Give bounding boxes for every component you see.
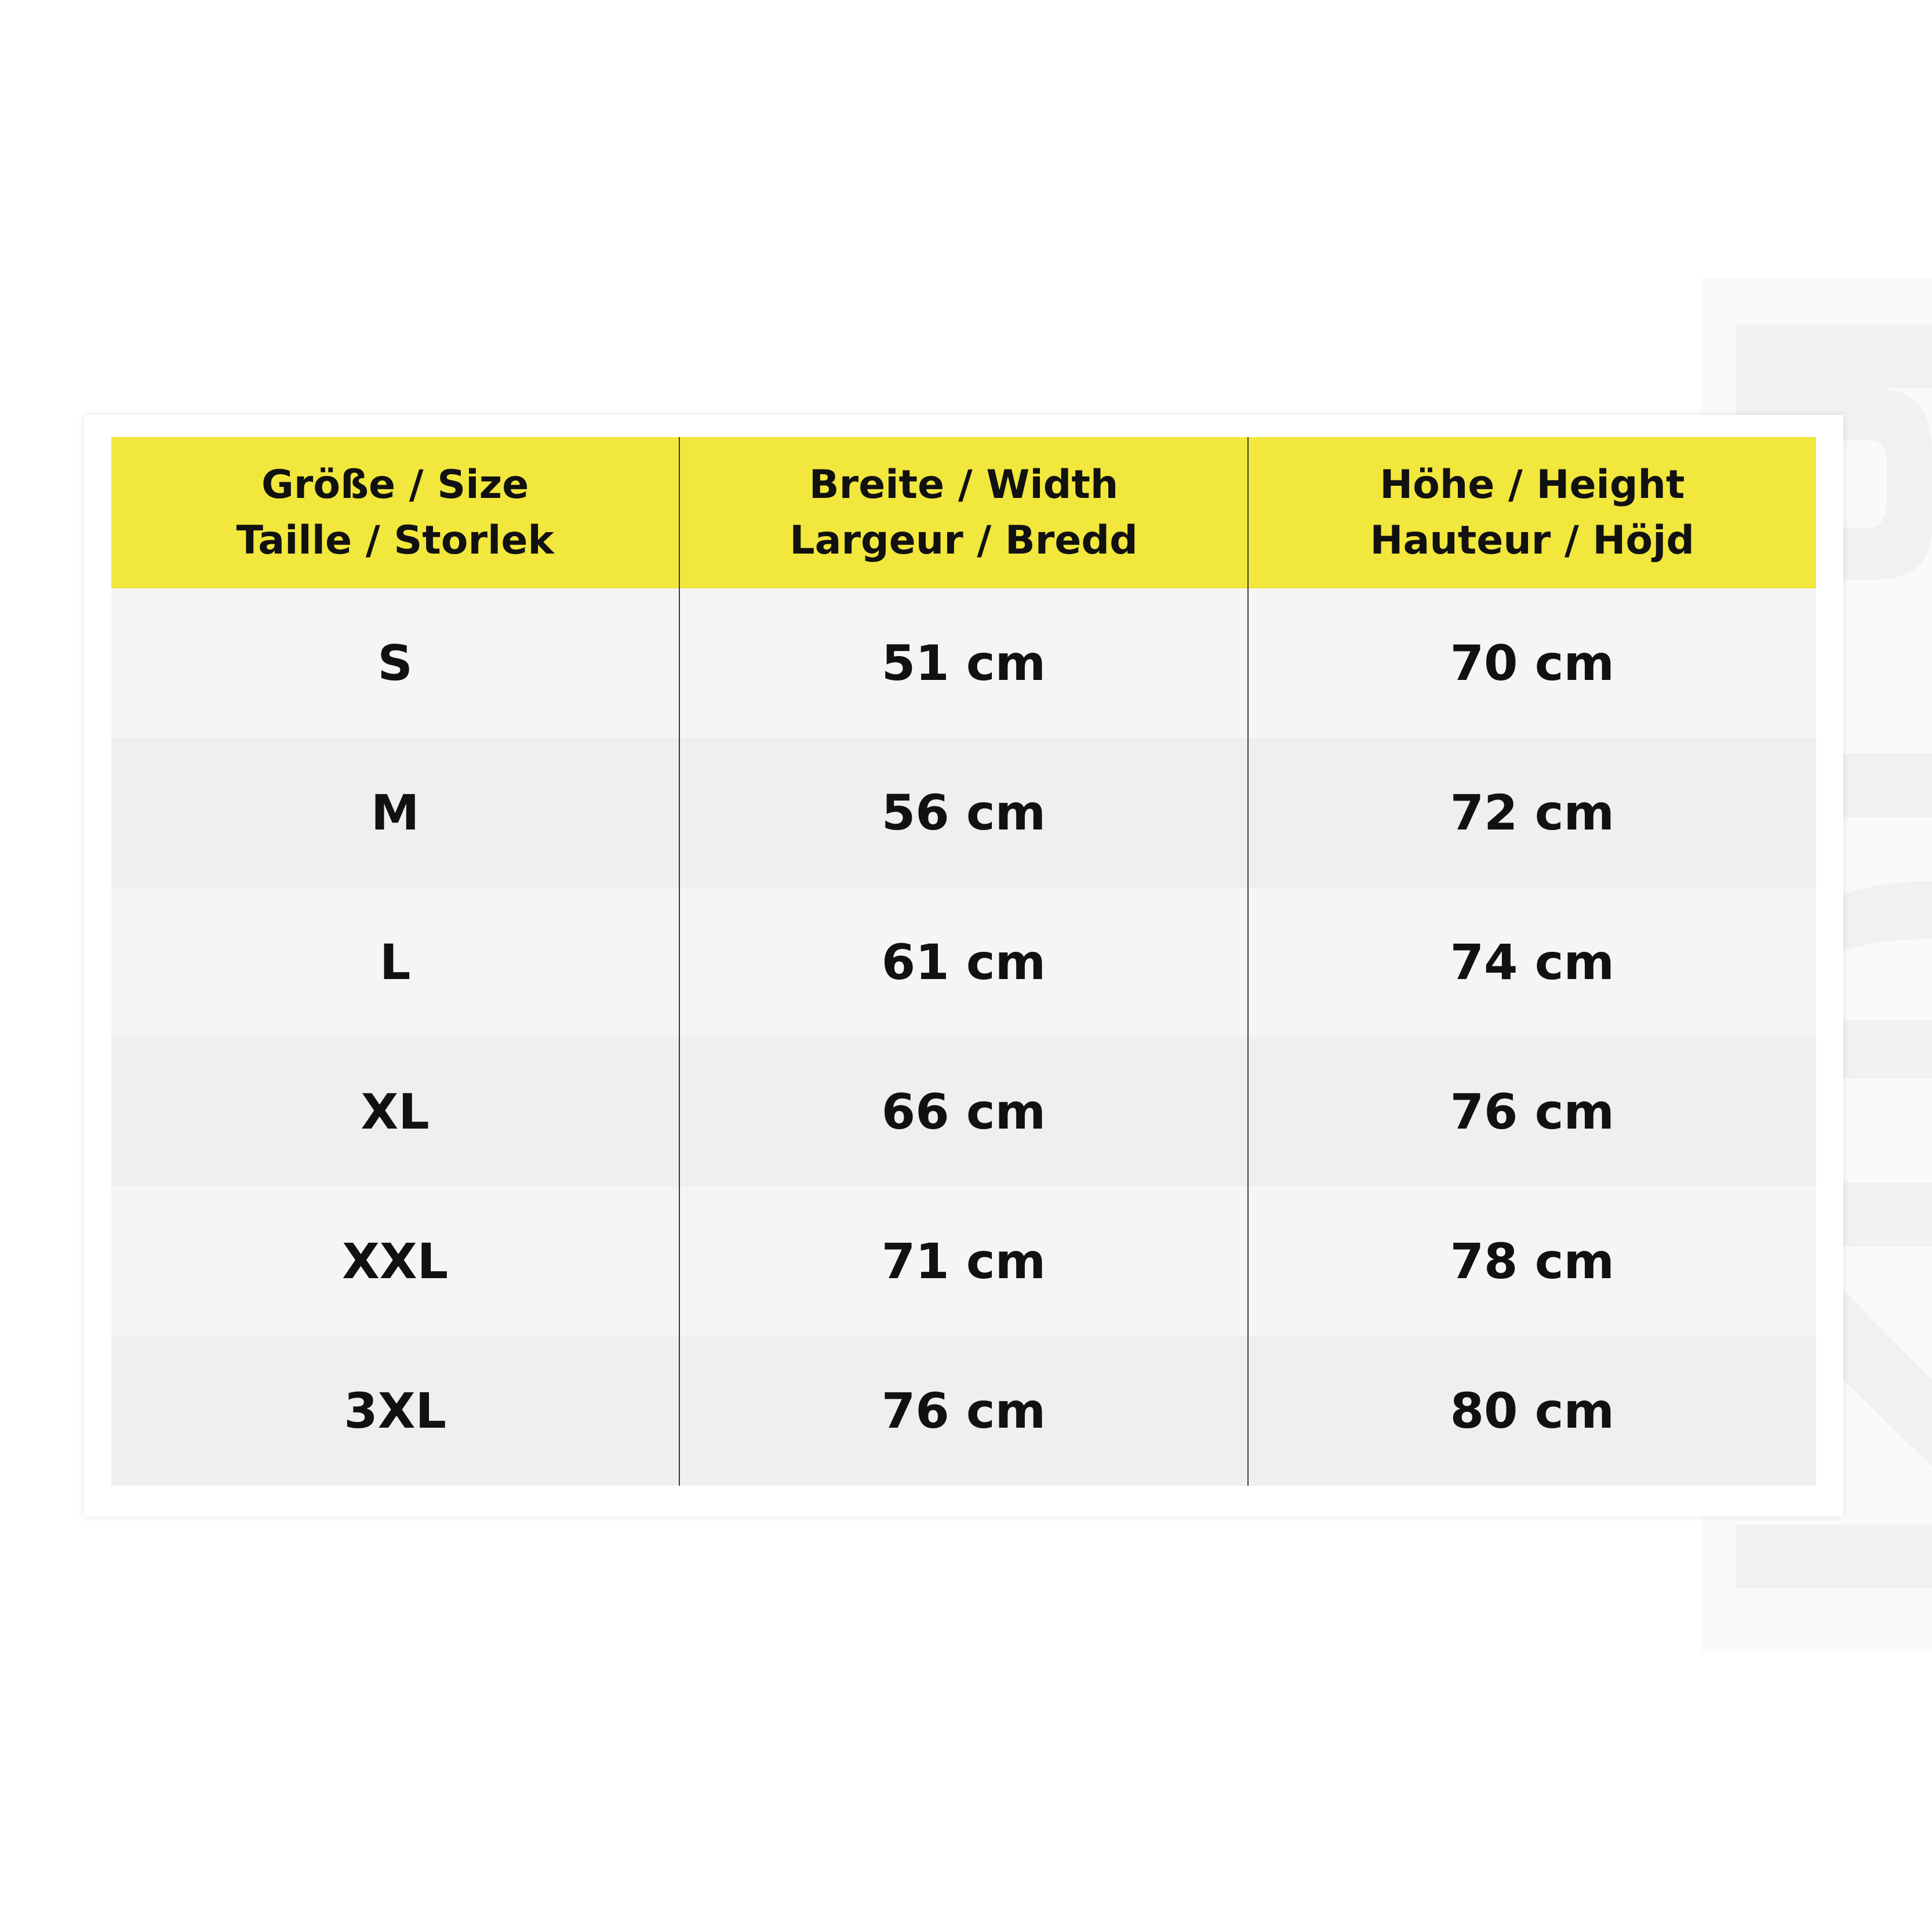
width-cell: 61 cm xyxy=(679,887,1247,1037)
header-size-line1: Größe / Size xyxy=(261,461,529,508)
height-cell: 78 cm xyxy=(1248,1187,1816,1336)
header-row xyxy=(111,437,1816,588)
height-cell: 76 cm xyxy=(1248,1037,1816,1187)
table-row xyxy=(111,1187,1816,1336)
header-width-line2: Largeur / Bredd xyxy=(789,517,1138,563)
header-height xyxy=(1248,437,1816,588)
size-cell: XL xyxy=(111,1037,679,1187)
width-cell: 71 cm xyxy=(679,1187,1247,1336)
width-cell: 76 cm xyxy=(679,1336,1247,1486)
table-row xyxy=(111,588,1816,738)
size-chart-card xyxy=(84,415,1843,1516)
table-row xyxy=(111,887,1816,1037)
table-row xyxy=(111,738,1816,887)
size-chart-table xyxy=(111,437,1816,1486)
height-cell: 80 cm xyxy=(1248,1336,1816,1486)
height-cell: 74 cm xyxy=(1248,887,1816,1037)
size-cell: M xyxy=(111,738,679,887)
header-size xyxy=(111,437,679,588)
width-cell: 51 cm xyxy=(679,588,1247,738)
header-size-line2: Taille / Storlek xyxy=(236,517,554,563)
height-cell: 70 cm xyxy=(1248,588,1816,738)
size-cell: XXL xyxy=(111,1187,679,1336)
header-width xyxy=(679,437,1247,588)
header-height-line1: Höhe / Height xyxy=(1380,461,1685,508)
size-cell: L xyxy=(111,887,679,1037)
table-row xyxy=(111,1336,1816,1486)
header-height-line2: Hauteur / Höjd xyxy=(1370,517,1695,563)
size-cell: 3XL xyxy=(111,1336,679,1486)
width-cell: 56 cm xyxy=(679,738,1247,887)
width-cell: 66 cm xyxy=(679,1037,1247,1187)
size-cell: S xyxy=(111,588,679,738)
header-width-line1: Breite / Width xyxy=(809,461,1119,508)
height-cell: 72 cm xyxy=(1248,738,1816,887)
table-row xyxy=(111,1037,1816,1187)
